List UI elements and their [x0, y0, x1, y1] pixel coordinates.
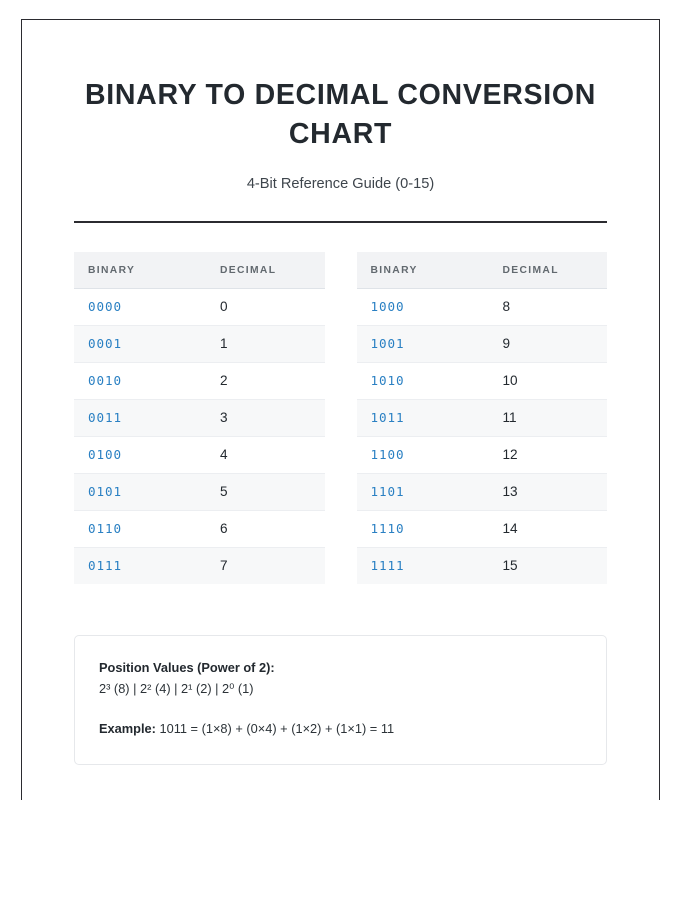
- conversion-table-right-wrapper: [357, 252, 608, 584]
- cell-binary: [357, 326, 489, 363]
- cell-binary: [74, 326, 206, 363]
- cell-binary: [357, 474, 489, 511]
- cell-binary: [357, 289, 489, 326]
- conversion-table-right: [357, 252, 608, 584]
- table-header-row: [74, 252, 325, 289]
- cell-binary: [357, 511, 489, 548]
- binary-value: 0000: [88, 299, 122, 315]
- table-row: [357, 326, 608, 363]
- cell-binary: [74, 289, 206, 326]
- table-row: [357, 474, 608, 511]
- binary-value: 0010: [88, 373, 122, 389]
- page-title: BINARY TO DECIMAL CONVERSION CHART: [84, 79, 597, 151]
- page-content: [22, 20, 659, 765]
- decimal-value: 9: [502, 336, 511, 352]
- cell-binary: [357, 400, 489, 437]
- column-header-decimal: DECIMAL: [206, 252, 325, 289]
- column-header-binary: BINARY: [357, 252, 489, 289]
- decimal-value: 3: [220, 410, 228, 426]
- cell-binary: [74, 511, 206, 548]
- binary-value: 1111: [370, 558, 405, 574]
- header-divider: [74, 221, 607, 223]
- conversion-table-left: [74, 252, 325, 584]
- binary-value: 1010: [370, 373, 405, 389]
- column-header-binary: BINARY: [74, 252, 206, 289]
- cell-decimal: [489, 474, 608, 511]
- cell-decimal: [489, 511, 608, 548]
- decimal-value: 10: [502, 373, 518, 389]
- table-body-left: [74, 289, 325, 585]
- position-values-label: Position Values (Power of 2):: [99, 660, 275, 676]
- table-row: [74, 400, 325, 437]
- table-row: [74, 548, 325, 585]
- binary-value: 1001: [370, 336, 405, 352]
- cell-decimal: [489, 548, 608, 585]
- decimal-value: 11: [502, 410, 517, 426]
- example-line: [99, 719, 582, 740]
- binary-value: 1100: [370, 447, 405, 463]
- cell-binary: [74, 548, 206, 585]
- decimal-value: 4: [220, 447, 228, 463]
- table-row: [74, 511, 325, 548]
- table-row: [74, 363, 325, 400]
- cell-decimal: [489, 326, 608, 363]
- cell-decimal: [489, 289, 608, 326]
- cell-decimal: [206, 289, 325, 326]
- position-values-label-line: [99, 658, 582, 679]
- binary-value: 0110: [88, 521, 122, 537]
- conversion-tables: [74, 252, 607, 584]
- decimal-value: 5: [220, 484, 228, 500]
- binary-value: 0101: [88, 484, 122, 500]
- cell-decimal: [206, 363, 325, 400]
- binary-value: 0111: [88, 558, 122, 574]
- decimal-value: 13: [502, 484, 518, 500]
- table-row: [74, 289, 325, 326]
- cell-decimal: [206, 326, 325, 363]
- example-text: 1011 = (1×8) + (0×4) + (1×2) + (1×1) = 11: [159, 720, 395, 736]
- cell-binary: [357, 437, 489, 474]
- cell-binary: [74, 400, 206, 437]
- binary-value: 0011: [88, 410, 122, 426]
- position-values-text: 2³ (8) | 2² (4) | 2¹ (2) | 2⁰ (1): [99, 681, 254, 697]
- decimal-value: 6: [220, 521, 228, 537]
- cell-decimal: [489, 400, 608, 437]
- binary-value: 0100: [88, 447, 122, 463]
- table-head-left: [74, 252, 325, 289]
- column-header-decimal: DECIMAL: [489, 252, 608, 289]
- table-head-right: [357, 252, 608, 289]
- cell-decimal: [206, 474, 325, 511]
- decimal-value: 15: [502, 558, 518, 574]
- cell-binary: [357, 548, 489, 585]
- binary-value: 1000: [370, 299, 405, 315]
- binary-value: 0001: [88, 336, 122, 352]
- table-row: [357, 437, 608, 474]
- table-row: [74, 437, 325, 474]
- table-header-row: [357, 252, 608, 289]
- cell-binary: [357, 363, 489, 400]
- cell-binary: [74, 437, 206, 474]
- table-row: [357, 289, 608, 326]
- decimal-value: 1: [220, 336, 228, 352]
- decimal-value: 14: [502, 521, 518, 537]
- cell-decimal: [206, 437, 325, 474]
- table-row: [357, 548, 608, 585]
- example-label: Example:: [99, 720, 156, 736]
- cell-decimal: [206, 548, 325, 585]
- page-subtitle: 4-Bit Reference Guide (0-15): [246, 176, 435, 193]
- conversion-table-left-wrapper: [74, 252, 325, 584]
- cell-decimal: [489, 363, 608, 400]
- document-page: [21, 19, 660, 800]
- cell-decimal: [206, 400, 325, 437]
- position-values-note: [74, 635, 607, 764]
- decimal-value: 7: [220, 558, 228, 574]
- position-values-line: [99, 679, 582, 700]
- decimal-value: 12: [502, 447, 518, 463]
- decimal-value: 0: [220, 299, 228, 315]
- binary-value: 1101: [370, 484, 405, 500]
- table-row: [357, 400, 608, 437]
- table-body-right: [357, 289, 608, 585]
- cell-binary: [74, 363, 206, 400]
- table-row: [357, 363, 608, 400]
- binary-value: 1011: [370, 410, 405, 426]
- cell-decimal: [489, 437, 608, 474]
- table-row: [74, 326, 325, 363]
- decimal-value: 2: [220, 373, 228, 389]
- table-row: [74, 474, 325, 511]
- cell-binary: [74, 474, 206, 511]
- cell-decimal: [206, 511, 325, 548]
- table-row: [357, 511, 608, 548]
- binary-value: 1110: [370, 521, 405, 537]
- decimal-value: 8: [502, 299, 511, 315]
